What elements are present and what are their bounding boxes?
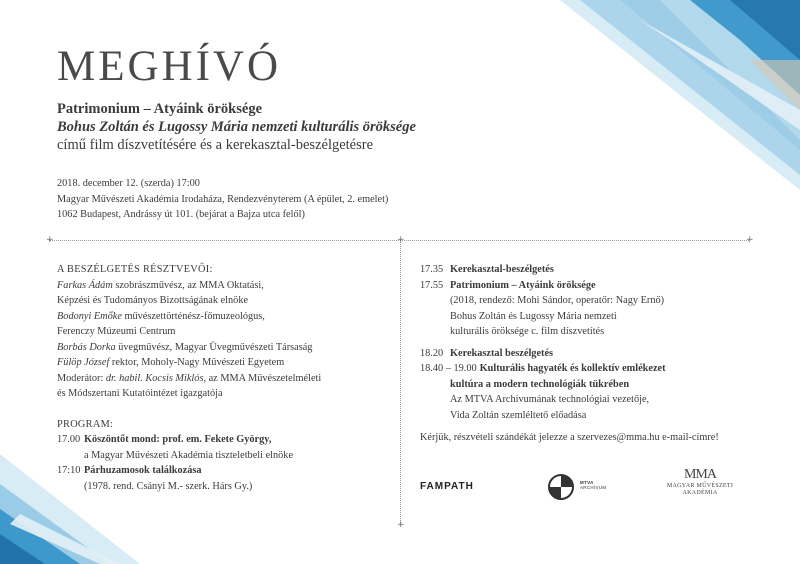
divider-plus-marker-left: + [46,235,54,245]
divider-plus-marker-bottom: + [397,520,405,530]
mma-logo-line1: MAGYAR MŰVÉSZETI [666,483,734,489]
participants-heading: A BESZÉLGETÉS RÉSZTVEVŐI: [57,264,213,275]
program-time: 17.55 [420,279,444,291]
participant-name: Farkas Ádám [57,279,113,291]
participants-and-program [57,262,387,494]
film-subtitle: Bohus Zoltán és Lugossy Mária nemzeti kulturális öröksége [57,119,416,135]
participant-desc: szobrászművész, az MMA Oktatási, [112,279,264,291]
program-item [420,278,760,294]
participant-item [57,278,387,294]
program-heading: PROGRAM: [57,418,114,430]
mma-logo [660,467,740,497]
subtitle-block [57,100,416,154]
program-desc: Bohus Zoltán és Lugossy Mária nemzeti [450,310,617,322]
participant-desc-cont: Ferenczy Múzeumi Centrum [57,326,176,337]
program-title: Patrimonium – Atyáink öröksége [450,279,596,291]
program-title: Kulturális hagyaték és kollektív emlékezet [479,363,666,374]
participant-item [57,340,387,356]
participant-desc: rektor, Moholy-Nagy Művészeti Egyetem [109,357,285,368]
program-time: 17.00 [57,434,81,445]
program-item [57,432,387,448]
moderator-desc-cont: és Módszertani Kutatóintézet igazgatója [57,388,223,399]
program-desc: (2018, rendező: Mohi Sándor, operatőr: Nagy Ernő) [450,295,665,306]
program-continued [420,262,760,423]
mtva-logo-text [580,480,606,490]
program-time: 17:10 [57,465,81,476]
program-item [420,262,760,278]
rsvp-text: Kérjük, részvételi szándékát jelezze a szervezes@mma.hu e-mail-címre! [420,432,719,443]
mma-logo-mark: MMA [683,467,716,482]
divider-plus-marker-right: + [746,235,754,245]
mtva-logo-line1: MTVA [580,480,594,485]
program-title-cont: kultúra a modern technológiák tükrében [450,378,630,390]
mma-logo-line2: AKADÉMIA [682,490,718,496]
program-time: 17.35 [420,264,444,275]
participant-item [57,309,387,325]
film-title: Patrimonium – Atyáink öröksége [57,101,263,117]
program-time: 18.40 – 19.00 [420,363,477,374]
program-title: Kerekasztal-beszélgetés [450,264,554,275]
participant-name: Borbás Dorka [57,341,116,353]
participant-item [57,355,387,371]
program-desc: Vida Zoltán szemléltető előadása [450,409,587,421]
program-item [420,346,760,362]
page-title: MEGHÍVÓ [57,43,282,90]
program-desc: a Magyar Művészeti Akadémia tiszteletbeli elnöke [84,449,294,461]
program-item [57,463,387,479]
corner-decoration-top-right [540,0,800,190]
moderator-desc: , az MMA Művészetelméleti [203,372,322,384]
participant-desc: üvegművész, Magyar Üvegművészeti Társaság [115,341,313,353]
moderator-item [57,371,387,387]
program-title: Köszöntőt mond: prof. em. Fekete György, [84,434,272,445]
moderator-name: dr. habil. Kocsis Miklós [105,372,204,384]
mtva-logo-line2: ARCHÍVUM [580,485,607,490]
program-title: Kerekasztal beszélgetés [450,347,554,359]
moderator-label: Moderátor: [57,372,106,384]
program-time: 18.20 [420,347,444,359]
participant-name: Fülöp József [57,357,110,368]
participant-desc: művészettörténész-főmuzeológus, [121,310,265,322]
invitation-purpose: című film díszvetítésére és a kerekasztal-beszélgetésre [57,137,374,153]
program-desc: kulturális öröksége c. film díszvetítés [450,326,605,337]
participant-desc-cont: Képzési és Tudományos Bizottságának elnöke [57,295,249,306]
divider-plus-marker-center: + [397,235,405,245]
event-info [57,176,388,223]
participant-name: Bodonyi Emőke [57,310,122,322]
event-venue: Magyar Művészeti Akadémia Irodaháza, Rendezvényterem (A épület, 2. emelet) [57,193,389,205]
program-desc: Az MTVA Archívumának technológiai vezetője, [450,394,650,405]
event-address: 1062 Budapest, Andrássy út 101. (bejárat a Bajza utca felől) [57,209,305,220]
vertical-divider [400,240,401,525]
event-date: 2018. december 12. (szerda) 17:00 [57,178,200,189]
fampath-logo: FAMPATH [420,481,474,492]
program-desc: (1978. rend. Csányi M.- szerk. Hárs Gy.) [84,480,253,492]
program-item [420,361,760,377]
program-title: Párhuzamosok találkozása [84,465,202,476]
